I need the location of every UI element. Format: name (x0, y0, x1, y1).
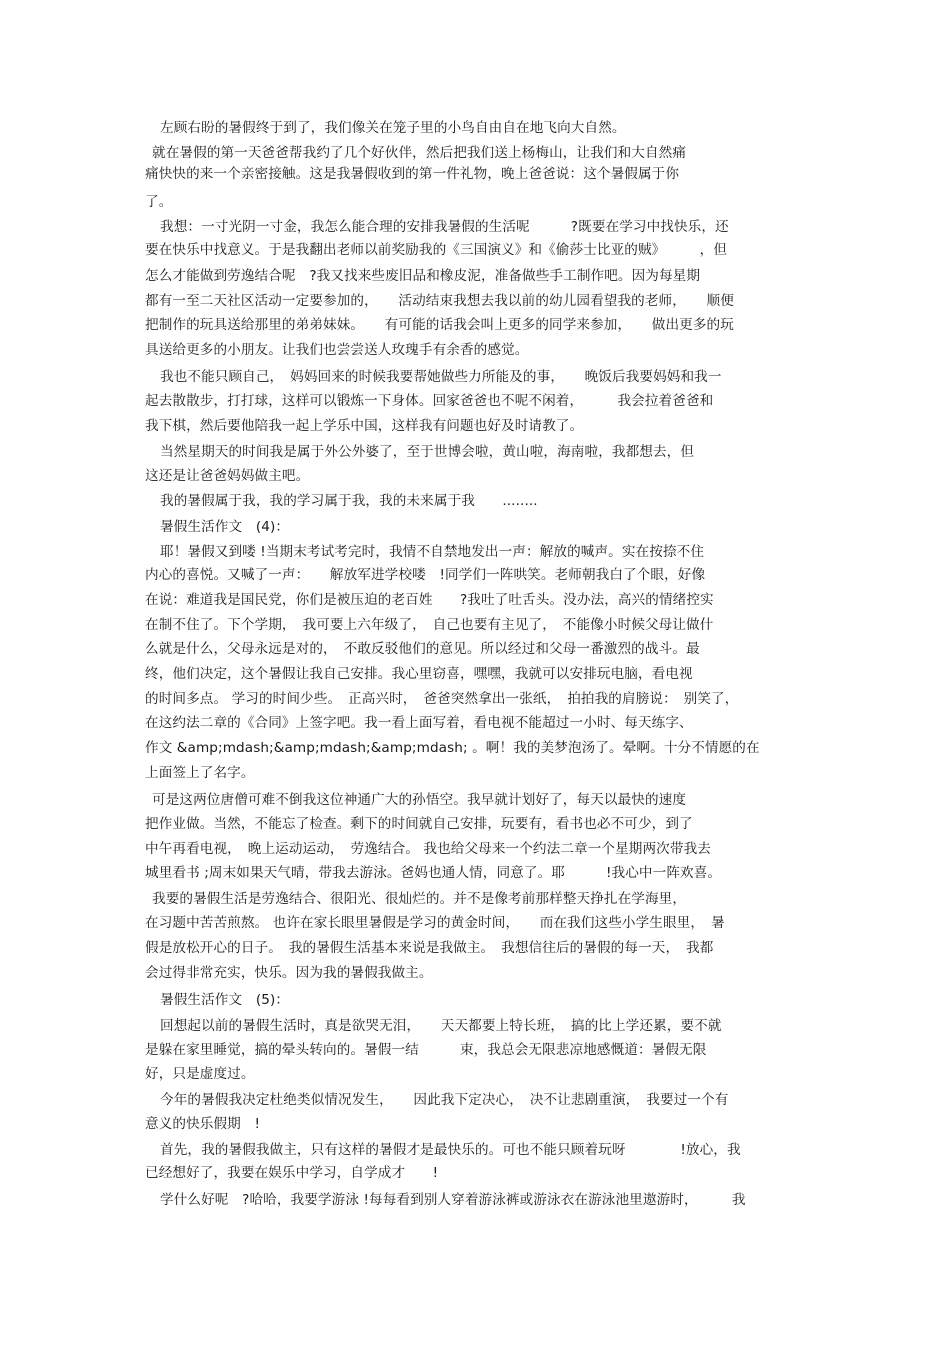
text-line: 假是放松开心的日子。 我的暑假生活基本来说是我做主。 我想信往后的暑假的每一天， 我都 (145, 940, 714, 956)
text-line: 我也不能只顾自己， 妈妈回来的时候我要帮她做些力所能及的事， 晚饭后我要妈妈和我一 (160, 369, 722, 385)
text-line: 都有一至二天社区活动一定要参加的， 活动结束我想去我以前的幼儿园看望我的老师， 顺便 (145, 293, 734, 309)
text-line: 会过得非常充实，快乐。因为我的暑假我做主。 (145, 965, 433, 981)
text-line: 可是这两位唐僧可难不倒我这位神通广大的孙悟空。我早就计划好了，每天以最快的速度 (152, 792, 687, 808)
text-line: 中午再看电视， 晚上运动运动， 劳逸结合。 我也给父母来一个约法二章一个星期两次带我去 (145, 841, 711, 857)
text-line: 暑假生活作文 (4)： (160, 519, 290, 535)
text-line: 我下棋，然后要他陪我一起上学乐中国，这样我有问题也好及时请教了。 (145, 418, 584, 434)
text-line: 把作业做。当然，不能忘了检查。剩下的时间就自己安排，玩要有，看书也必不可少，到了 (145, 816, 693, 832)
text-line: 首先，我的暑假我做主，只有这样的暑假才是最快乐的。可也不能只顾着玩呀 !放心，我 (160, 1142, 741, 1158)
text-line: 在说：难道我是国民党，你们是被压迫的老百姓 ?我吐了吐舌头。没办法，高兴的情绪控实 (145, 592, 714, 608)
text-line: 我想：一寸光阴一寸金，我怎么能合理的安排我暑假的生活呢 ?既要在学习中找快乐，还 (160, 219, 729, 235)
text-line: 怎么才能做到劳逸结合呢 ?我又找来些废旧品和橡皮泥，准备做些手工制作吧。因为每星期 (145, 268, 701, 284)
text-line: 在这约法二章的《合同》上签字吧。我一看上面写着，看电视不能超过一小时、每天练字、 (145, 715, 693, 731)
text-line: 是躲在家里睡觉，搞的晕头转向的。暑假一结 束，我总会无限悲凉地感慨道：暑假无限 (145, 1042, 707, 1058)
text-line: 具送给更多的小朋友。让我们也尝尝送人玫瑰手有余香的感觉。 (145, 342, 529, 358)
text-line: 内心的喜悦。又喊了一声： 解放军进学校喽 !同学们一阵哄笑。老师朝我白了个眼，好像 (145, 567, 706, 583)
text-line: 已经想好了，我要在娱乐中学习，自学成才 ! (145, 1165, 439, 1181)
text-line: 痛快快的来一个亲密接触。这是我暑假收到的第一件礼物，晚上爸爸说：这个暑假属于你 (145, 166, 680, 182)
text-line: 左顾右盼的暑假终于到了，我们像关在笼子里的小鸟自由自在地飞向大自然。 (160, 120, 626, 136)
text-line: 我要的暑假生活是劳逸结合、很阳光、很灿烂的。并不是像考前那样整天挣扎在学海里， (152, 891, 687, 907)
text-line: 了。 (145, 194, 173, 210)
text-line: 把制作的玩具送给那里的弟弟妹妹。 有可能的话我会叫上更多的同学来参加， 做出更多的玩 (145, 317, 734, 333)
text-line: 意义的快乐假期 ! (145, 1116, 261, 1132)
text-line: 回想起以前的暑假生活时，真是欲哭无泪， 天天都要上特长班， 搞的比上学还累，要不就 (160, 1018, 722, 1034)
text-line: 学什么好呢 ?哈哈，我要学游泳 !每每看到别人穿着游泳裤或游泳衣在游泳池里遨游时， 我 (160, 1192, 746, 1208)
text-line: 这还是让爸爸妈妈做主吧。 (145, 468, 310, 484)
text-line: 终，他们决定，这个暑假让我自己安排。我心里窃喜，嘿嘿，我就可以安排玩电脑，看电视 (145, 666, 693, 682)
text-line: 么就是什么，父母永远是对的， 不敢反驳他们的意见。所以经过和父母一番激烈的战斗。最 (145, 641, 700, 657)
text-line: 要在快乐中找意义。于是我翻出老师以前奖励我的《三国演义》和《偷莎士比亚的贼》 ，但 (145, 242, 728, 258)
text-line: 我的暑假属于我，我的学习属于我，我的未来属于我 ........ (160, 493, 538, 509)
text-line: 当然星期天的时间我是属于外公外婆了，至于世博会啦，黄山啦，海南啦，我都想去，但 (160, 444, 695, 460)
text-line: 作文 &amp;mdash;&amp;mdash;&amp;mdash; 。啊！我的美梦泡汤了。晕啊。十分不情愿的在 (145, 740, 760, 756)
text-line: 好，只是虚度过。 (145, 1066, 255, 1082)
text-line: 起去散散步，打打球，这样可以锻炼一下身体。回家爸爸也不呢不闲着， 我会拉着爸爸和 (145, 393, 714, 409)
text-line: 在制不住了。下个学期， 我可要上六年级了， 自己也要有主见了， 不能像小时候父母让做什 (145, 617, 714, 633)
text-line: 今年的暑假我决定杜绝类似情况发生， 因此我下定决心， 决不让悲剧重演， 我要过一个有 (160, 1092, 729, 1108)
text-line: 耶！暑假又到喽 !当期末考试考完时，我情不自禁地发出一声：解放的喊声。实在按捺不住 (160, 544, 705, 560)
text-line: 就在暑假的第一天爸爸帮我约了几个好伙伴，然后把我们送上杨梅山，让我们和大自然痛 (152, 145, 687, 161)
text-line: 上面签上了名字。 (145, 765, 255, 781)
text-line: 暑假生活作文 (5)： (160, 992, 290, 1008)
text-line: 城里看书 ;周末如果天气晴，带我去游泳。爸妈也通人情，同意了。耶 !我心中一阵欢喜。 (145, 865, 722, 881)
text-line: 在习题中苦苦煎熬。 也许在家长眼里暑假是学习的黄金时间， 而在我们这些小学生眼里， 暑 (145, 915, 725, 931)
text-line: 的时间多点。 学习的时间少些。 正高兴时， 爸爸突然拿出一张纸， 拍拍我的肩膀说： 别笑了， (145, 691, 739, 707)
